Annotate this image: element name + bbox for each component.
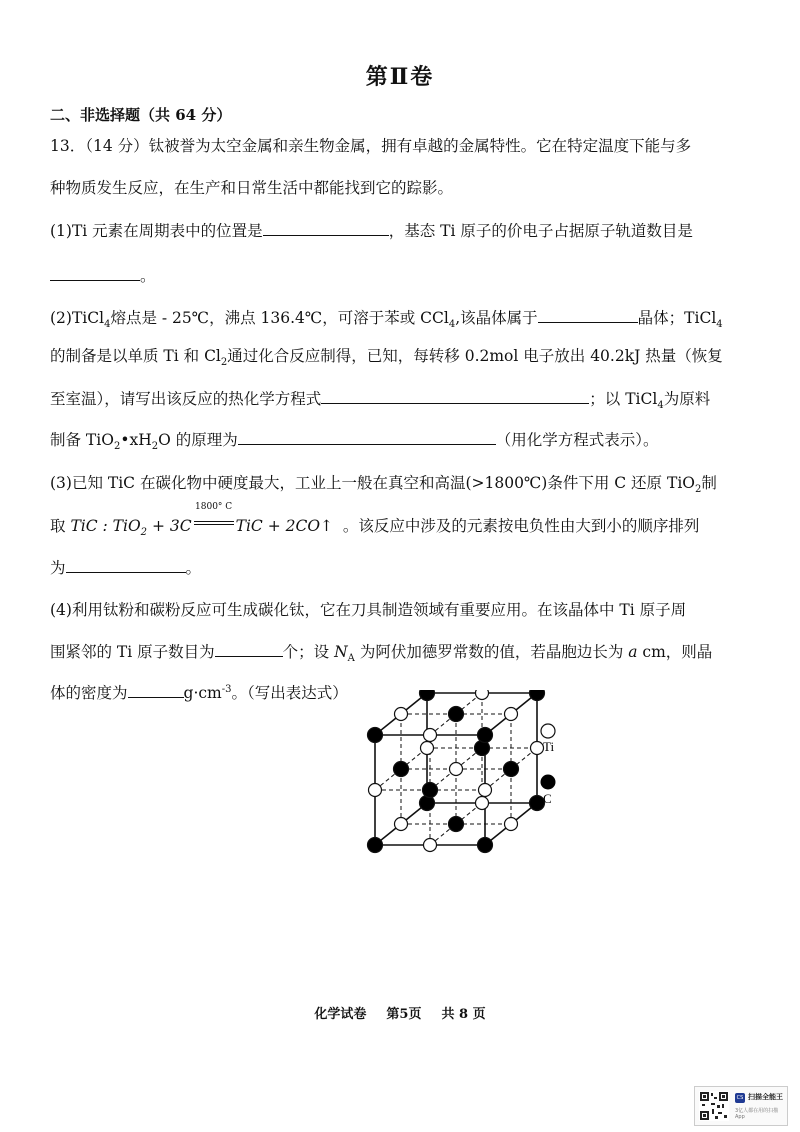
q13-part3-line1 — [50, 473, 750, 496]
text: 熔点是 - 25℃，沸点 136.4℃，可溶于苯或 CCl — [110, 309, 449, 327]
titanium-atom — [424, 839, 437, 852]
q13-part1-end: 。 — [140, 267, 156, 285]
text: 为阿伏加德罗常数的值，若晶胞边长为 — [354, 643, 629, 661]
titanium-atom — [476, 690, 489, 700]
carbon-atom — [368, 838, 383, 853]
subscript: 2 — [220, 357, 228, 369]
equation-right: TiC + 2CO↑ — [235, 517, 334, 535]
text: g·cm — [183, 684, 222, 702]
scanner-slogan: 3亿人都在用的扫描App — [735, 1108, 779, 1120]
titanium-atom — [450, 763, 463, 776]
titanium-atom — [505, 818, 518, 831]
text: 通过化合反应制得，已知，每转移 0.2mol 电子放出 40.2kJ 热量（恢复 — [227, 347, 723, 365]
carbon-atom — [423, 783, 438, 798]
titanium-atom — [505, 708, 518, 721]
answer-blank-period-group[interactable] — [263, 220, 389, 236]
text: 。（写出表达式） — [231, 684, 348, 702]
avogadro-symbol: N — [334, 643, 348, 661]
answer-blank-density[interactable] — [128, 682, 184, 698]
carbon-atom — [420, 690, 435, 701]
titanium-atom — [395, 818, 408, 831]
scanner-logo: CS — [736, 1095, 744, 1101]
subscript: 2 — [694, 484, 702, 496]
legend-ti-marker — [541, 724, 555, 738]
carbon-atom — [504, 762, 519, 777]
scanner-name: 扫描全能王 — [748, 1093, 783, 1101]
qr-code-icon — [699, 1091, 729, 1121]
carbon-atom — [368, 728, 383, 743]
q13-part1-line2 — [50, 265, 750, 286]
carbon-atom — [394, 762, 409, 777]
answer-blank-ti-neighbors[interactable] — [215, 641, 283, 657]
text: （用化学方程式表示）。 — [495, 431, 659, 449]
q13-part2-line2 — [50, 346, 750, 369]
q13-intro-line2: 种物质发生反应，在生产和日常生活中都能找到它的踪影。 — [50, 179, 454, 197]
subscript: 4 — [448, 319, 456, 331]
subscript: 2 — [151, 441, 159, 453]
text: 的制备是以单质 Ti 和 Cl — [50, 347, 221, 365]
page-title: 第Ⅱ卷 — [365, 64, 435, 90]
q13-part1-line1 — [50, 220, 750, 241]
equation-left: TiC : TiO — [70, 517, 141, 535]
carbon-atom — [478, 838, 493, 853]
text: 。 — [185, 559, 202, 577]
q13-part1-text-a: (1)Ti 元素在周期表中的位置是 — [50, 222, 263, 240]
text: (2)TiCl — [50, 309, 105, 327]
carbon-atom — [449, 707, 464, 722]
section-heading: 二、非选择题（共 64 分） — [50, 106, 232, 124]
titanium-atom — [476, 797, 489, 810]
page-footer — [0, 1003, 800, 1022]
q13-part2-line4 — [50, 429, 750, 453]
subscript: 4 — [657, 400, 664, 412]
answer-blank-hydrolysis-equation[interactable] — [238, 429, 496, 445]
text: 制 — [701, 474, 717, 492]
answer-blank-crystal-type[interactable] — [538, 307, 638, 323]
text: 体的密度为 — [50, 684, 128, 702]
text: 至室温），请写出该反应的热化学方程式 — [50, 390, 322, 408]
text: ,该晶体属于 — [455, 309, 538, 327]
subscript: 2 — [140, 527, 148, 539]
reaction-equation — [70, 502, 334, 539]
q13-part4-line1: (4)利用钛粉和碳粉反应可生成碳化钛，它在刀具制造领域有重要应用。在该晶体中 Ti 原子周 — [50, 601, 687, 619]
text: O 的原理为 — [158, 431, 238, 449]
titanium-atom — [369, 784, 382, 797]
subscript: A — [347, 653, 355, 665]
titanium-atom — [421, 742, 434, 755]
answer-blank-orbital-count[interactable] — [50, 265, 140, 281]
equation-mid: + 3C — [147, 517, 192, 535]
text: •xH — [120, 431, 152, 449]
carbon-atom — [530, 690, 545, 701]
text: 为 — [50, 559, 66, 577]
subscript: 4 — [716, 319, 723, 331]
subscript: 4 — [104, 319, 111, 331]
scanner-watermark — [694, 1086, 788, 1126]
q13-part2-line3 — [50, 388, 750, 412]
subscript: 2 — [113, 441, 121, 453]
text: (3)已知 TiC 在碳化物中硬度最大，工业上一般在真空和高温(>1800℃)条件下用 C 还原 TiO — [50, 474, 695, 492]
text: 围紧邻的 Ti 原子数目为 — [50, 643, 215, 661]
text: 。该反应中涉及的元素按电负性由大到小的顺序排列 — [342, 517, 700, 535]
carbon-atom — [449, 817, 464, 832]
q13-part1-text-b: ，基态 Ti 原子的价电子占据原子轨道数目是 — [388, 222, 693, 240]
superscript: -3 — [221, 683, 232, 695]
q13-part2-line1 — [50, 307, 750, 331]
text: cm，则晶 — [637, 643, 713, 661]
text: 个；设 — [282, 643, 335, 661]
text: 取 — [50, 517, 71, 535]
text: 为原料 — [663, 390, 711, 408]
legend-c-marker — [541, 775, 556, 790]
q13-intro-line1: 13．（14 分）钛被誉为太空金属和亲生物金属，拥有卓越的金属特性。它在特定温度下能与多 — [50, 137, 692, 155]
text: 制备 TiO — [50, 431, 114, 449]
carbon-atom — [478, 728, 493, 743]
text: ；以 TiCl — [589, 390, 658, 408]
legend-c-label: C — [543, 791, 552, 806]
condition-label: 1800° C — [195, 502, 233, 512]
titanium-atom — [395, 708, 408, 721]
q13-part3-line3 — [50, 557, 750, 578]
lattice-atoms — [368, 690, 545, 853]
legend-ti-label: Ti — [543, 739, 555, 754]
q13-part3-line2 — [50, 502, 750, 539]
text: 晶体；TiCl — [637, 309, 717, 327]
tic-unit-cell-figure — [360, 690, 590, 865]
footer-total: 共 8 页 — [441, 1007, 486, 1022]
edge-length-symbol: a — [628, 643, 638, 661]
footer-page: 第5页 — [386, 1007, 422, 1022]
footer-subject: 化学试卷 — [314, 1007, 367, 1022]
q13-part4-line2 — [50, 641, 750, 665]
titanium-atom — [424, 729, 437, 742]
reaction-condition — [192, 502, 236, 536]
answer-blank-electronegativity[interactable] — [66, 557, 186, 573]
answer-blank-thermo-equation[interactable] — [321, 388, 589, 404]
titanium-atom — [531, 742, 544, 755]
titanium-atom — [479, 784, 492, 797]
